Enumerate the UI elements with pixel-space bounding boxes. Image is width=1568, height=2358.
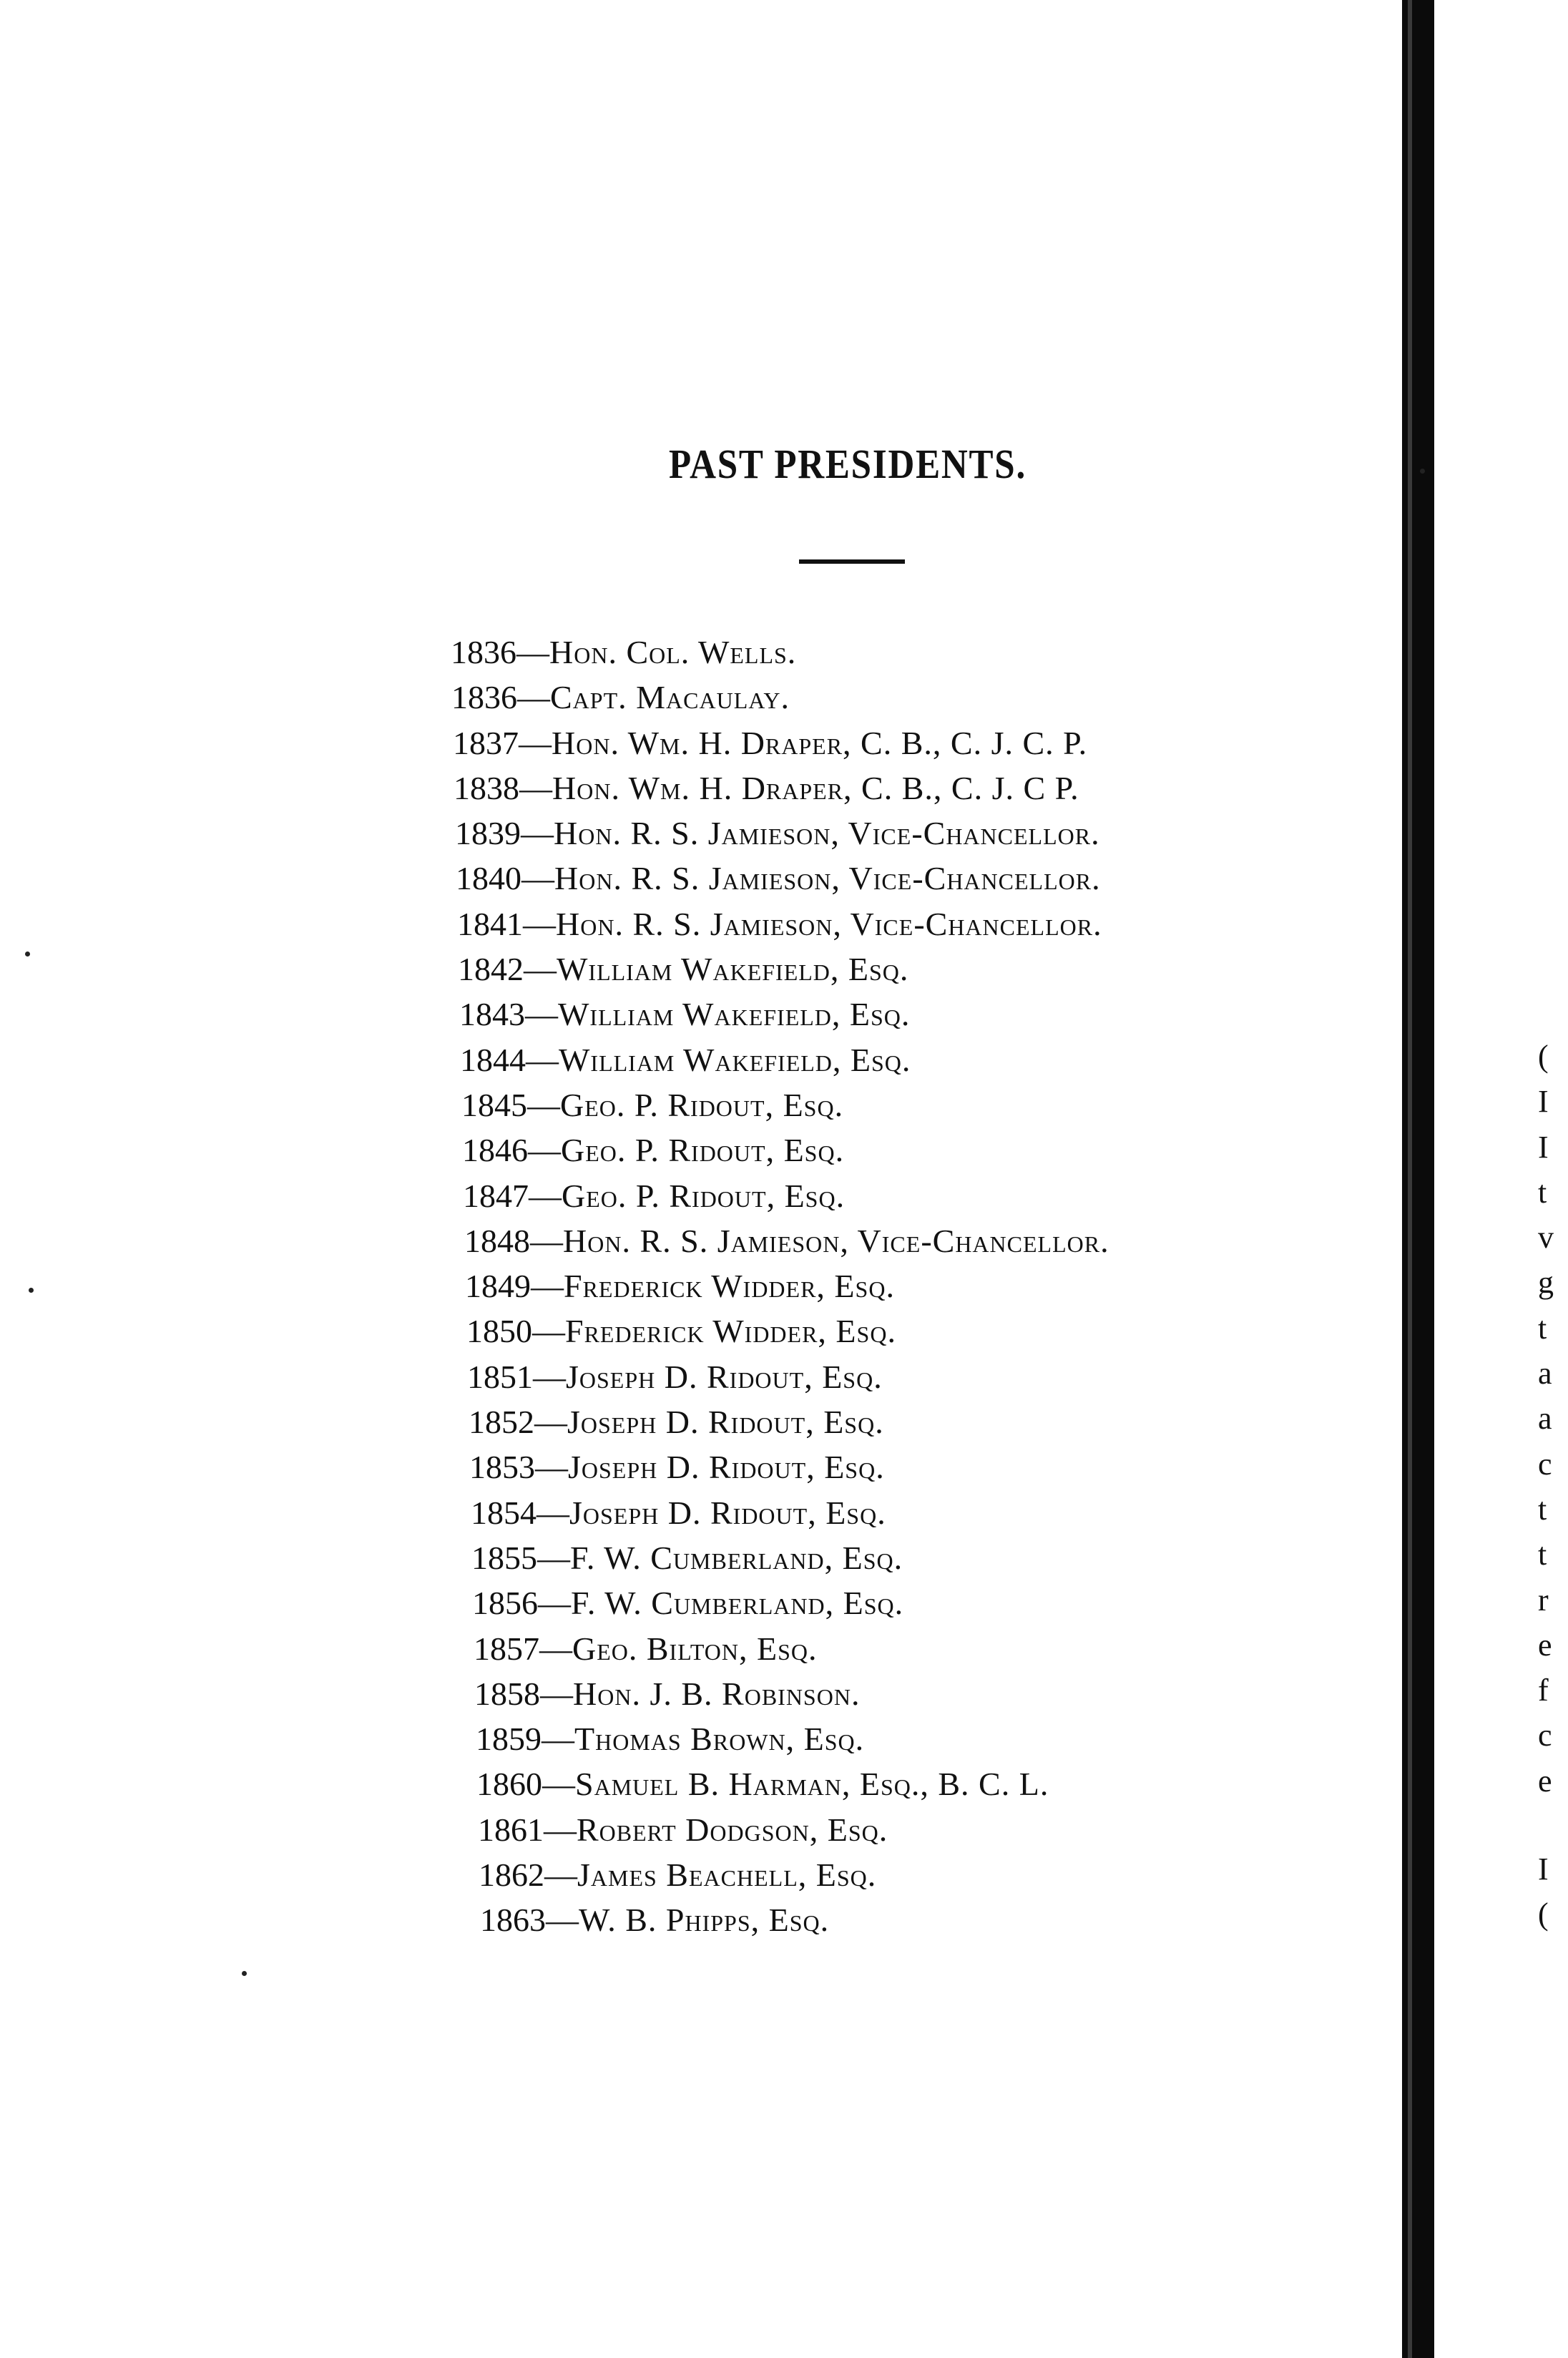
president-name: Hon. Wm. H. Draper, C. B., C. J. C P. <box>552 769 1079 806</box>
president-name: Joseph D. Ridout, Esq. <box>569 1494 886 1531</box>
year-separator: — <box>531 1268 564 1305</box>
president-row <box>451 1218 1295 1263</box>
title-rule <box>799 559 905 564</box>
president-row <box>451 1173 1295 1218</box>
president-row <box>451 1263 1295 1308</box>
facing-letter: t <box>1538 1174 1547 1210</box>
president-row <box>451 901 1295 946</box>
president-year: 1842 <box>458 951 524 988</box>
facing-page-text <box>1538 1034 1568 1937</box>
facing-letter: ( <box>1538 1897 1549 1932</box>
year-separator: — <box>539 1630 572 1667</box>
facing-letter: g <box>1538 1265 1554 1301</box>
year-separator: — <box>523 905 556 942</box>
year-separator: — <box>528 1132 561 1169</box>
president-name: William Wakefield, Esq. <box>558 996 911 1033</box>
president-year: 1836 <box>451 679 517 716</box>
president-row <box>451 1082 1295 1127</box>
president-name: Geo. Bilton, Esq. <box>572 1630 818 1667</box>
president-name: Geo. P. Ridout, Esq. <box>562 1177 846 1214</box>
president-name: Frederick Widder, Esq. <box>565 1313 896 1350</box>
facing-letter: v <box>1538 1220 1554 1256</box>
president-name: Hon. Col. Wells. <box>549 634 797 670</box>
president-row <box>451 1127 1295 1173</box>
president-row <box>451 1716 1295 1761</box>
president-row <box>451 992 1295 1037</box>
facing-letter: I <box>1538 1851 1549 1887</box>
facing-letter: a <box>1538 1356 1552 1391</box>
president-year: 1863 <box>480 1902 546 1939</box>
facing-letter: c <box>1538 1446 1552 1482</box>
president-name: F. W. Cumberland, Esq. <box>570 1539 903 1576</box>
president-year: 1860 <box>476 1766 542 1803</box>
facing-letter: I <box>1538 1129 1549 1165</box>
president-year: 1845 <box>461 1086 527 1123</box>
president-year: 1856 <box>472 1585 538 1622</box>
facing-letter: I <box>1538 1084 1549 1120</box>
president-year: 1861 <box>478 1811 544 1848</box>
year-separator: — <box>535 1449 568 1486</box>
year-separator: — <box>516 634 549 670</box>
president-year: 1837 <box>453 724 519 761</box>
president-row <box>451 1626 1295 1671</box>
president-row <box>451 765 1295 811</box>
president-row <box>451 856 1295 901</box>
president-row <box>451 675 1295 720</box>
president-row <box>451 946 1295 992</box>
president-year: 1840 <box>456 860 521 897</box>
president-name: Hon. R. S. Jamieson, Vice-Chancellor. <box>556 905 1102 942</box>
year-separator: — <box>538 1585 571 1622</box>
president-name: William Wakefield, Esq. <box>559 1041 911 1078</box>
president-year: 1847 <box>463 1177 529 1214</box>
president-name: Joseph D. Ridout, Esq. <box>566 1358 883 1395</box>
year-separator: — <box>529 1177 562 1214</box>
president-year: 1846 <box>462 1132 528 1169</box>
year-separator: — <box>534 1404 567 1441</box>
facing-letter: t <box>1538 1491 1547 1527</box>
president-row <box>451 1807 1295 1852</box>
facing-letter: a <box>1538 1401 1552 1437</box>
president-row <box>451 1580 1295 1625</box>
book-gutter <box>1402 0 1434 2358</box>
facing-letter: e <box>1538 1763 1552 1799</box>
president-row <box>451 1490 1295 1535</box>
president-name: Hon. R. S. Jamieson, Vice-Chancellor. <box>563 1222 1109 1259</box>
president-row <box>451 1897 1295 1942</box>
president-row <box>451 1354 1295 1399</box>
year-separator: — <box>544 1856 577 1894</box>
president-year: 1857 <box>474 1630 539 1667</box>
president-name: Samuel B. Harman, Esq., B. C. L. <box>575 1766 1049 1803</box>
president-name: Geo. P. Ridout, Esq. <box>560 1086 844 1123</box>
facing-letter: r <box>1538 1582 1549 1618</box>
facing-letter: e <box>1538 1627 1552 1663</box>
president-year: 1849 <box>465 1268 531 1305</box>
president-name: Joseph D. Ridout, Esq. <box>568 1449 885 1486</box>
year-separator: — <box>536 1494 569 1531</box>
facing-letter: c <box>1538 1718 1552 1753</box>
president-year: 1850 <box>466 1313 532 1350</box>
president-row <box>451 1399 1295 1444</box>
president-year: 1859 <box>476 1721 542 1758</box>
year-separator: — <box>526 1041 559 1078</box>
president-name: Joseph D. Ridout, Esq. <box>567 1404 884 1441</box>
president-year: 1841 <box>457 905 523 942</box>
year-separator: — <box>519 724 552 761</box>
facing-letter: ( <box>1538 1039 1549 1074</box>
year-separator: — <box>521 860 554 897</box>
year-separator: — <box>540 1675 573 1712</box>
president-year: 1848 <box>464 1222 530 1259</box>
president-name: Hon. R. S. Jamieson, Vice-Chancellor. <box>554 860 1101 897</box>
president-row <box>451 1535 1295 1580</box>
president-year: 1836 <box>451 634 516 670</box>
president-name: Frederick Widder, Esq. <box>564 1268 895 1305</box>
president-row <box>451 1852 1295 1897</box>
year-separator: — <box>525 996 558 1033</box>
president-year: 1851 <box>467 1358 533 1395</box>
president-year: 1855 <box>471 1539 537 1576</box>
president-row <box>451 720 1295 765</box>
year-separator: — <box>533 1358 566 1395</box>
year-separator: — <box>537 1539 570 1576</box>
president-year: 1843 <box>459 996 525 1033</box>
president-name: Geo. P. Ridout, Esq. <box>561 1132 845 1169</box>
president-row <box>451 630 1295 675</box>
year-separator: — <box>517 679 550 716</box>
president-row <box>451 1671 1295 1716</box>
year-separator: — <box>546 1902 579 1939</box>
page-title: PAST PRESIDENTS. <box>669 441 1026 487</box>
president-year: 1862 <box>479 1856 544 1894</box>
facing-letter: t <box>1538 1537 1547 1572</box>
president-year: 1838 <box>454 769 519 806</box>
year-separator: — <box>542 1766 575 1803</box>
president-name: Hon. R. S. Jamieson, Vice-Chancellor. <box>554 815 1100 852</box>
president-row <box>451 811 1295 856</box>
year-separator: — <box>532 1313 565 1350</box>
president-name: Hon. J. B. Robinson. <box>573 1675 861 1712</box>
year-separator: — <box>524 951 557 988</box>
year-separator: — <box>542 1721 574 1758</box>
president-name: Robert Dodgson, Esq. <box>577 1811 888 1848</box>
president-name: William Wakefield, Esq. <box>557 951 909 988</box>
president-row <box>451 1308 1295 1354</box>
president-row <box>451 1444 1295 1489</box>
facing-letter: f <box>1538 1673 1549 1708</box>
president-name: F. W. Cumberland, Esq. <box>571 1585 904 1622</box>
year-separator: — <box>527 1086 560 1123</box>
facing-gap <box>1538 1804 1568 1846</box>
president-year: 1854 <box>471 1494 536 1531</box>
year-separator: — <box>544 1811 577 1848</box>
president-name: Capt. Macaulay. <box>550 679 790 716</box>
president-year: 1839 <box>455 815 521 852</box>
president-row <box>451 1761 1295 1806</box>
president-name: James Beachell, Esq. <box>577 1856 877 1894</box>
president-year: 1853 <box>469 1449 535 1486</box>
president-name: W. B. Phipps, Esq. <box>579 1902 830 1939</box>
president-name: Hon. Wm. H. Draper, C. B., C. J. C. P. <box>552 724 1088 761</box>
past-presidents-list <box>451 630 1295 1943</box>
year-separator: — <box>521 815 554 852</box>
year-separator: — <box>530 1222 563 1259</box>
president-row <box>451 1037 1295 1082</box>
president-year: 1852 <box>469 1404 534 1441</box>
president-year: 1844 <box>460 1041 526 1078</box>
president-year: 1858 <box>474 1675 540 1712</box>
facing-letter: t <box>1538 1310 1547 1346</box>
year-separator: — <box>519 769 552 806</box>
president-name: Thomas Brown, Esq. <box>574 1721 865 1758</box>
